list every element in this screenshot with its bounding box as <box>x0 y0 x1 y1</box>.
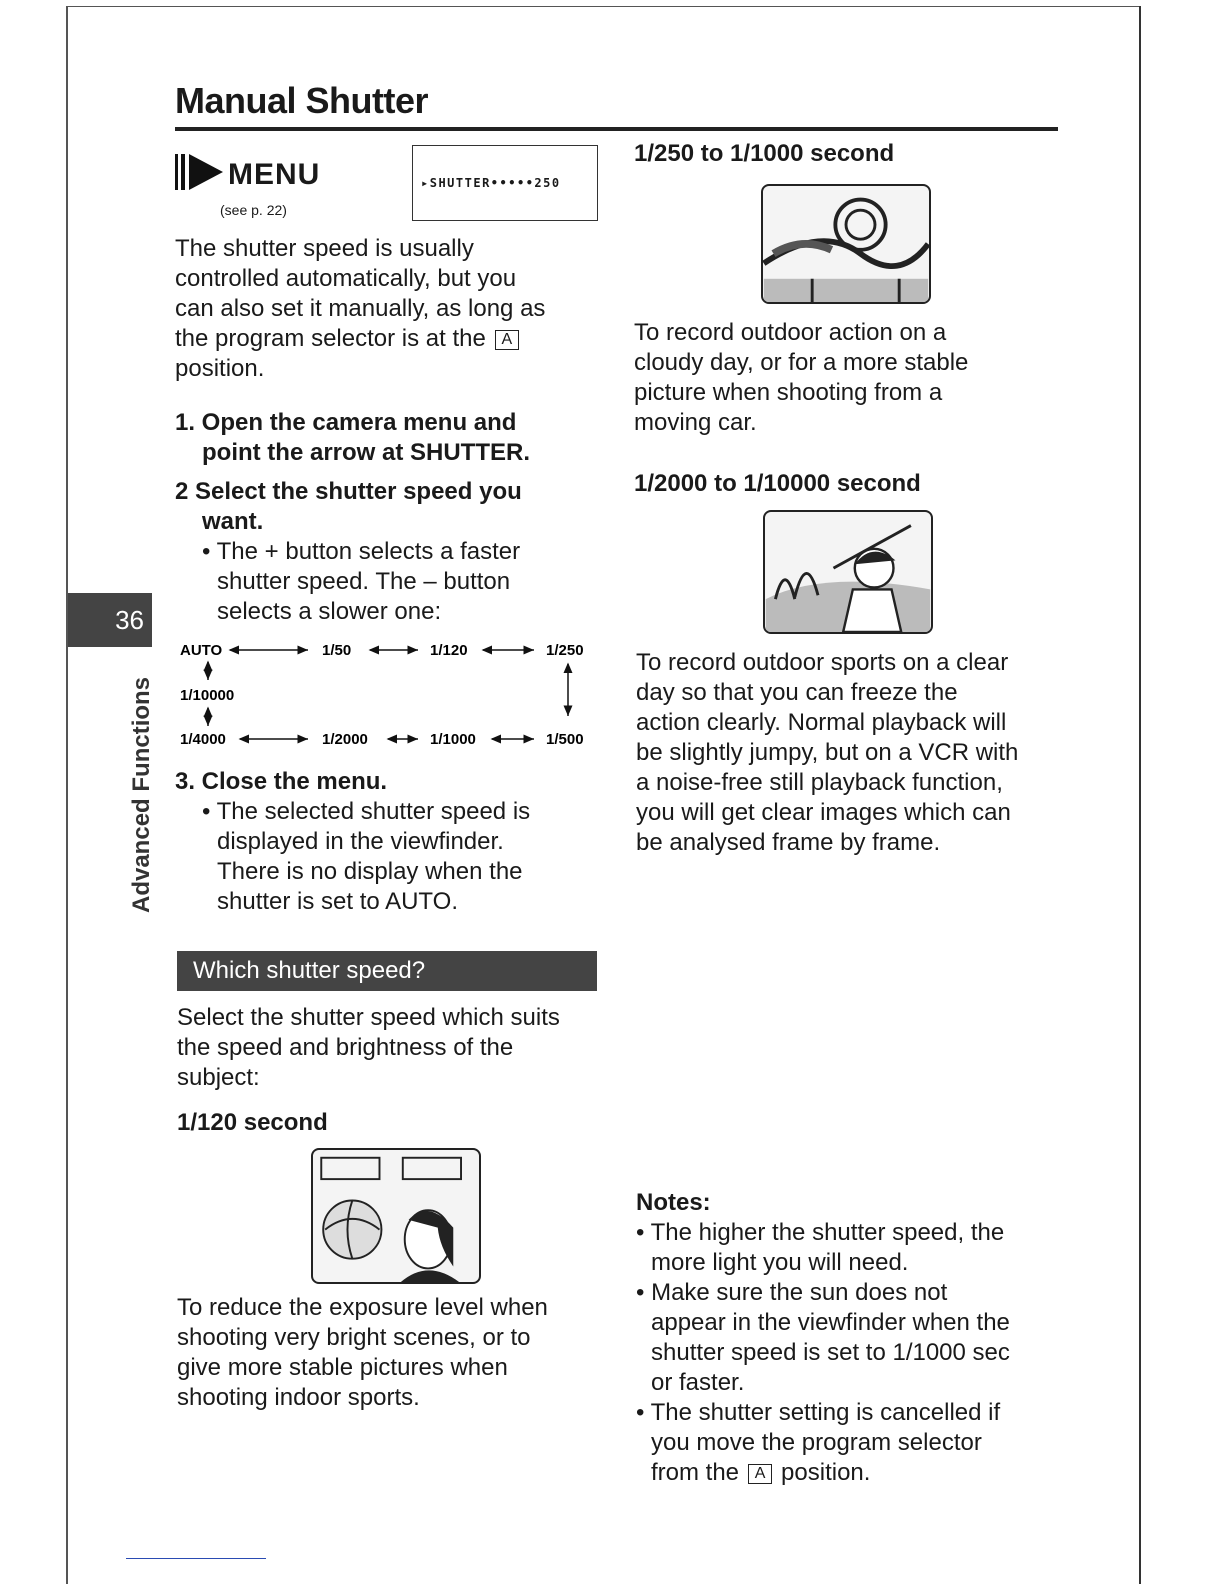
note-line: appear in the viewfinder when the <box>651 1309 1010 1336</box>
note-line: more light you will need. <box>651 1249 909 1276</box>
para-line: To record outdoor sports on a clear <box>636 649 1009 676</box>
para-line: subject: <box>177 1064 260 1091</box>
page-border-right <box>1139 6 1141 1584</box>
para-line: the speed and brightness of the <box>177 1034 514 1061</box>
note-line: from the A position. <box>651 1459 871 1486</box>
golfer-illustration <box>763 510 933 634</box>
notes-list <box>636 1218 1076 1488</box>
intro-line: controlled automatically, but you <box>175 265 517 292</box>
title-rule <box>175 127 1058 131</box>
menu-display-text: ▸SHUTTER•••••250 <box>421 176 561 190</box>
menu-label: MENU <box>228 158 321 191</box>
step-1 <box>175 408 605 468</box>
rollercoaster-illustration <box>761 184 931 304</box>
speed-1-1000: 1/1000 <box>430 731 476 748</box>
page-number: 36 <box>115 605 144 635</box>
paragraph-1-120 <box>177 1293 607 1413</box>
bullet-line: selects a slower one: <box>217 598 442 625</box>
para-line: Select the shutter speed which suits <box>177 1004 560 1031</box>
para-line: picture when shooting from a <box>634 379 943 406</box>
note-line: shutter speed is set to 1/1000 sec <box>651 1339 1010 1366</box>
para-line: a noise-free still playback function, <box>636 769 1003 796</box>
para-line: shooting indoor sports. <box>177 1384 420 1411</box>
para-line: cloudy day, or for a more stable <box>634 349 969 376</box>
page-title: Manual Shutter <box>175 80 429 121</box>
which-paragraph <box>177 1003 607 1093</box>
note-line: or faster. <box>651 1369 745 1396</box>
speed-1-4000: 1/4000 <box>180 731 226 748</box>
step-2 <box>175 477 605 537</box>
see-page-ref: (see p. 22) <box>220 202 287 218</box>
page-number-tab <box>68 593 152 647</box>
paragraph-1-2000 <box>636 648 1076 858</box>
bullet-line: displayed in the viewfinder. <box>217 828 504 855</box>
speed-1-2000: 1/2000 <box>322 731 368 748</box>
step-2-line: want. <box>202 508 264 535</box>
notes-heading: Notes: <box>636 1189 711 1216</box>
para-line: you will get clear images which can <box>636 799 1011 826</box>
heading-text: Which shutter speed? <box>193 957 426 984</box>
menu-display-box <box>412 145 598 221</box>
para-line: day so that you can freeze the <box>636 679 958 706</box>
speed-1-10000: 1/10000 <box>180 687 235 704</box>
intro-line: the program selector is at the A <box>175 324 605 354</box>
which-shutter-speed-heading <box>177 951 597 991</box>
para-line: moving car. <box>634 409 757 436</box>
mode-a-key: A <box>495 330 520 350</box>
speed-1-120: 1/120 <box>430 642 468 659</box>
page-border-left <box>66 6 68 1584</box>
step-2-bullet <box>202 537 602 627</box>
section-label-text: Advanced Functions <box>128 676 155 913</box>
para-line: shooting very bright scenes, or to <box>177 1324 531 1351</box>
bullet-line: There is no display when the <box>217 858 523 885</box>
speed-1-250: 1/250 <box>546 642 584 659</box>
speed-1-50: 1/50 <box>322 642 352 659</box>
step-2-line: 2 Select the shutter speed you <box>175 478 522 505</box>
step-1-line: 1. Open the camera menu and <box>175 409 517 436</box>
para-line: be analysed frame by frame. <box>636 829 941 856</box>
heading-1-120: 1/120 second <box>177 1109 328 1136</box>
paragraph-1-250 <box>634 318 1064 438</box>
intro-line: position. <box>175 355 265 382</box>
step-3-bullet <box>202 797 602 917</box>
note-line: you move the program selector <box>651 1429 982 1456</box>
shutter-speed-cycle-diagram <box>178 636 598 752</box>
intro-line: can also set it manually, as long as <box>175 295 546 322</box>
step-1-line: point the arrow at SHUTTER. <box>202 439 531 466</box>
basketball-illustration <box>311 1148 481 1284</box>
bullet-line: • The + button selects a faster <box>202 538 521 565</box>
step-3: 3. Close the menu. <box>175 768 388 795</box>
footer-rule <box>126 1558 266 1559</box>
note-line: • Make sure the sun does not <box>636 1279 948 1306</box>
bullet-line: shutter is set to AUTO. <box>217 888 458 915</box>
intro-paragraph <box>175 234 605 384</box>
para-line: action clearly. Normal playback will <box>636 709 1007 736</box>
heading-1-250: 1/250 to 1/1000 second <box>634 140 895 167</box>
bullet-line: shutter speed. The – button <box>217 568 511 595</box>
heading-1-2000: 1/2000 to 1/10000 second <box>634 470 921 497</box>
note-line: • The shutter setting is cancelled if <box>636 1399 1001 1426</box>
bullet-line: • The selected shutter speed is <box>202 798 531 825</box>
intro-line: The shutter speed is usually <box>175 235 474 262</box>
para-line: give more stable pictures when <box>177 1354 508 1381</box>
speed-auto: AUTO <box>180 642 223 659</box>
page-border-top <box>66 6 1141 7</box>
para-line: To reduce the exposure level when <box>177 1294 548 1321</box>
mode-a-key: A <box>748 1464 773 1484</box>
note-line: • The higher the shutter speed, the <box>636 1219 1005 1246</box>
para-line: To record outdoor action on a <box>634 319 947 346</box>
speed-1-500: 1/500 <box>546 731 584 748</box>
para-line: be slightly jumpy, but on a VCR with <box>636 739 1019 766</box>
